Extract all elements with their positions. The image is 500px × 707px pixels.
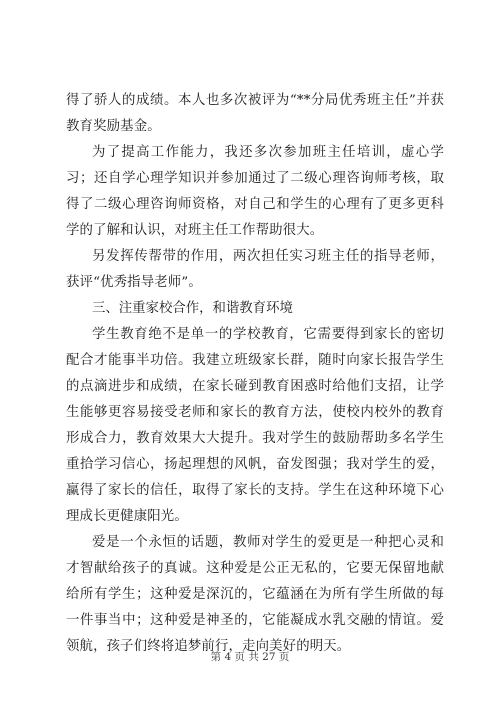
paragraph-mentoring: 另发挥传帮带的作用，两次担任实习班主任的指导老师，获评“优秀指导老师”。 (66, 249, 444, 290)
paragraph-training: 为了提高工作能力，我还多次参加班主任培训，虚心学习；还自学心理学知识并参加通过了二级心理咨询师考核，取得了二级心理咨询师资格，对自己和学生的心理有了更多更科学的了解和认识，对班主任工作帮助很大。 (66, 145, 444, 238)
section-heading-home-school: 三、注重家校合作，和谐教育环境 (92, 301, 293, 316)
paragraph-home-school-cooperation: 学生教育绝不是单一的学校教育，它需要得到家长的密切配合才能事半功倍。我建立班级家长群，随时向家长报告学生的点滴进步和成绩，在家长碰到教育困惑时给他们支招，让学生能够更容易接受老师和家长的教育方法，使校内校外的教育形成合力，教育效果大大提升。我对学生的鼓励帮助多名学生重拾学习信心，扬起理想的风帆，奋发图强；我对学生的爱，赢得了家长的信任，取得了家长的支持。学生在这种环境下心理成长更健康阳光。 (66, 327, 444, 524)
paragraph-love: 爱是一个永恒的话题，教师对学生的爱更是一种把心灵和才智献给孩子的真诚。这种爱是公正无私的，它要无保留地献给所有学生；这种爱是深沉的，它蕴涵在为所有学生所做的每一件事当中；这种爱是神圣的，它能凝成水乳交融的情谊。爱领航，孩子们终将追梦前行，走向美好的明天。 (66, 535, 444, 654)
paragraph-achievement-continuation: 得了骄人的成绩。本人也多次被评为“**分局优秀班主任”并获教育奖励基金。 (66, 93, 444, 134)
document-body (66, 88, 444, 660)
page-number-footer: 第 4 页 共 27 页 (210, 651, 290, 663)
